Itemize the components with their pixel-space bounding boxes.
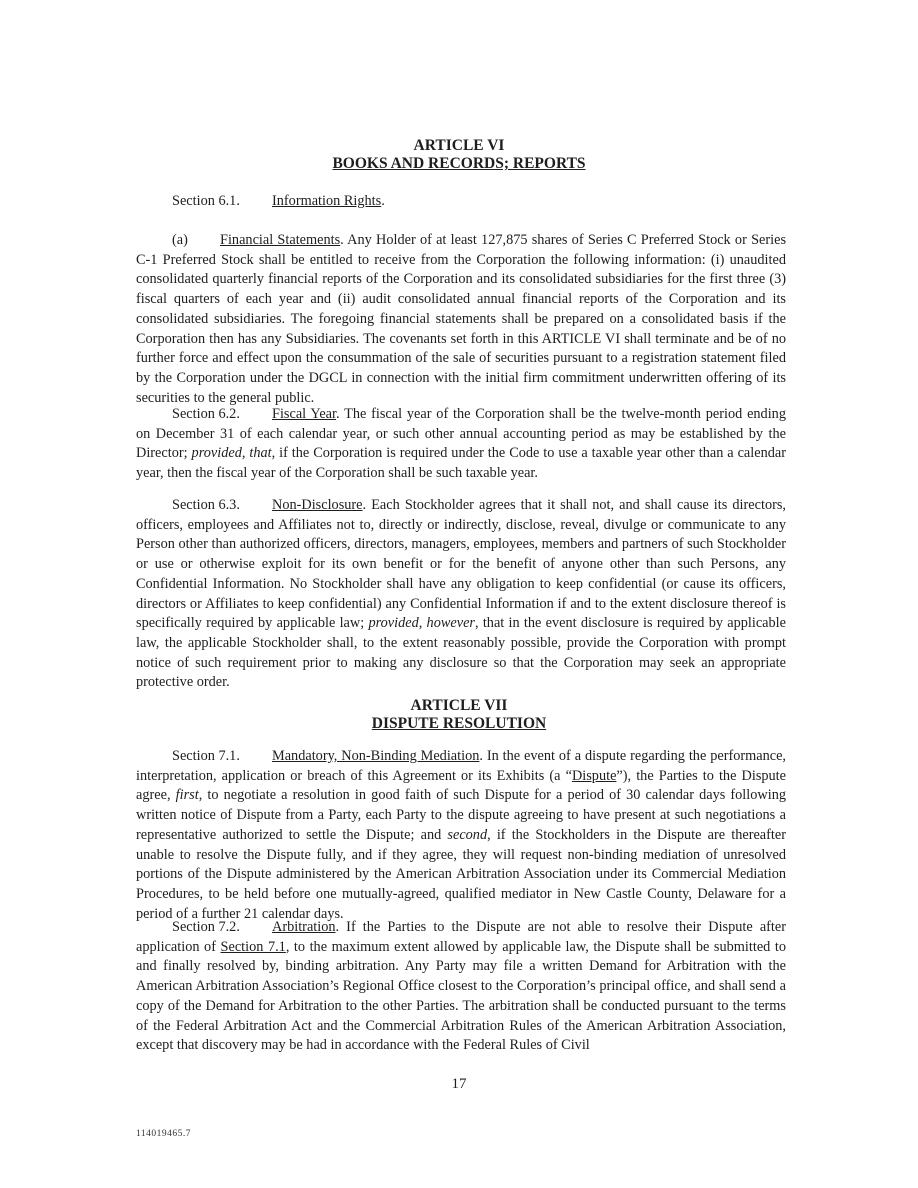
section-7-1-number: Section 7.1. [172, 748, 240, 764]
section-6-3-title: Non-Disclosure [272, 497, 363, 513]
section-7-1-text-4: , if the Stockholders in the Dispute are thereafter unable to resolve the Dispute fully, and if they agree, they will request non-binding mediation of unresolved portions of the Dispute administered by the American Arbitration Association under its Commercial Mediation Procedures, to be held before one mutually-agreed, qualified mediator in New Castle County, Delaware for a period of a further 21 calendar days. [136, 826, 786, 922]
section-6-2-title: Fiscal Year [272, 406, 336, 422]
section-6-1-heading [172, 192, 385, 212]
section-6-3-text-1: . Each Stockholder agrees that it shall not, and shall cause its directors, officers, employees and Affiliates not to, directly or indirectly, disclose, reveal, divulge or communicate to any Person other than authorized officers, directors, managers, employees, members and partners of such Stockholder or use or otherwise exploit for its own benefit or for the benefit of anyone other than such Persons, any Confidential Information. No Stockholder shall have any obligation to keep confidential (or cause its officers, directors or Affiliates to keep confidential) any Confidential Information if and to the extent disclosure thereof is specifically required by applicable law; [136, 497, 786, 632]
section-6-2-number: Section 6.2. [172, 406, 240, 422]
section-6-2-text-1: . The fiscal year of the Corporation shall be the twelve-month period ending on December 31 of each calendar year, or such other annual accounting period as may be established by the Director; [136, 406, 786, 462]
section-6-1-a-paragraph [136, 231, 786, 408]
article-6-title: ARTICLE VI [413, 137, 505, 154]
article-6-subtitle: BOOKS AND RECORDS; REPORTS [332, 155, 586, 172]
section-7-2-paragraph [136, 918, 786, 1056]
section-7-1-text-1: . In the event of a dispute regarding the performance, interpretation, application or breach of this Agreement or its Exhibits (a “ [136, 748, 787, 784]
section-7-1-first: first [175, 787, 199, 804]
page-number: 17 [451, 1076, 467, 1092]
section-6-2-text-2: , if the Corporation is required under the Code to use a taxable year other than a calendar year, then the fiscal year of the Corporation shall be such taxable year. [136, 445, 786, 482]
article-6-heading [0, 137, 918, 173]
section-6-2-paragraph [136, 405, 786, 484]
clause-a-label: (a) [172, 232, 188, 248]
section-7-1-paragraph [136, 747, 786, 924]
section-7-1-text-2: ”), the Parties to the Dispute agree, [136, 767, 786, 804]
document-id: 114019465.7 [136, 1129, 192, 1139]
section-6-3-text-2: , that in the event disclosure is required by applicable law, the applicable Stockholder shall, to the extent reasonably possible, provide the Corporation with prompt notice of such requirement prior to making any disclosure so that the Corporation may seek an appropriate protective order. [136, 615, 786, 691]
section-6-1-title: Information Rights [272, 193, 382, 209]
section-6-2-proviso: provided, that [191, 445, 272, 462]
section-7-1-title: Mandatory, Non-Binding Mediation [272, 748, 480, 764]
section-7-1-second: second [447, 826, 488, 843]
section-7-2-title: Arbitration [272, 919, 336, 935]
section-7-2-text-2: , to the maximum extent allowed by applicable law, the Dispute shall be submitted to and finally resolved by, binding arbitration. Any Party may file a written Demand for Arbitration with the American Arbitration Association’s Regional Office closest to the Corporation’s principal office, and shall send a copy of the Demand for Arbitration to the other Parties. The arbitration shall be conducted pursuant to the terms of the Federal Arbitration Act and the Commercial Arbitration Rules of the American Arbitration Association, except that discovery may be had in accordance with the Federal Rules of Civil [136, 938, 786, 1054]
section-6-3-proviso: provided, however [368, 615, 475, 632]
section-7-2-text-1: . If the Parties to the Dispute are not able to resolve their Dispute after application of [136, 919, 786, 955]
article-7-title: ARTICLE VII [410, 697, 508, 714]
section-6-1-number: Section 6.1. [172, 193, 240, 209]
section-6-3-paragraph [136, 496, 786, 693]
article-7-heading [0, 697, 918, 733]
clause-a-text: . Any Holder of at least 127,875 shares of Series C Preferred Stock or Series C-1 Preferred Stock shall be entitled to receive from the Corporation the following information: (i) unaudited consolidated quarterly financial reports of the Corporation and its consolidated subsidiaries for the first three (3) fiscal quarters of each year and (ii) audit consolidated annual financial reports of the Corporation and its consolidated subsidiaries. The foregoing financial statements shall be prepared on a consolidated basis if the Corporation then has any Subsidiaries. The covenants set forth in this ARTICLE VI shall terminate and be of no further force and effect upon the consummation of the sale of securities pursuant to a registration statement filed by the Corporation under the DGCL in connection with the initial firm commitment underwritten offering of its securities to the general public. [136, 232, 787, 406]
article-7-subtitle: DISPUTE RESOLUTION [371, 715, 547, 732]
section-7-1-defined-term: Dispute [571, 767, 617, 784]
section-6-3-number: Section 6.3. [172, 497, 240, 513]
section-7-1-reference: Section 7.1 [220, 938, 286, 955]
section-6-1-title-end: . [381, 193, 385, 209]
section-7-2-number: Section 7.2. [172, 919, 240, 935]
clause-a-heading: Financial Statements [220, 232, 341, 248]
section-7-1-text-3: , to negotiate a resolution in good faith of such Dispute for a period of 30 calendar days following written notice of Dispute from a Party, each Party to the dispute agreeing to have present at such negotiations a representative authorized to settle the Dispute; and [136, 787, 786, 843]
